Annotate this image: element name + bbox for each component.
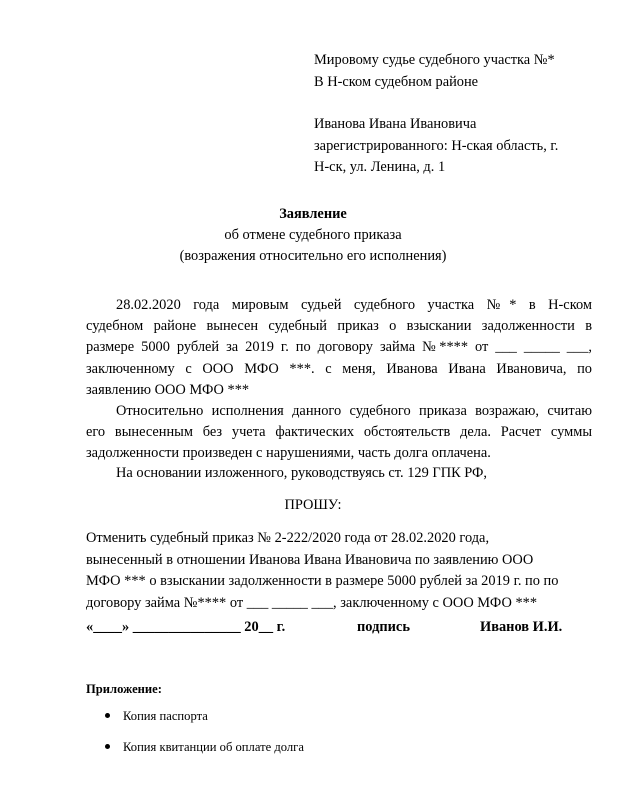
addressee-line-1: Мировому судье судебного участка №*	[314, 52, 555, 68]
request-heading: ПРОШУ:	[284, 497, 342, 513]
attachment-label: Копия квитанции об оплате долга	[123, 740, 304, 754]
signature-label: подпись	[357, 619, 410, 635]
paragraph-1-line: 28.02.2020 года мировым судьей судебного участка №* в Н-ском	[116, 297, 592, 313]
paragraph-1-line: заключенному с ООО МФО ***. с меня, Иванова Ивана Ивановича, по	[86, 360, 592, 377]
attachment-label: Копия паспорта	[123, 709, 208, 723]
signature-date: «____» _______________ 20__ г.	[86, 619, 286, 635]
paragraph-3: На основании изложенного, руководствуясь ст. 129 ГПК РФ,	[116, 465, 488, 481]
document-title: Заявление	[279, 206, 347, 222]
request-line: вынесенный в отношении Иванова Ивана Ивановича по заявлению ООО	[86, 551, 534, 568]
attachments-title: Приложение:	[86, 682, 162, 696]
bullet-icon	[105, 744, 110, 749]
paragraph-2-line: его вынесенным без учета фактических обстоятельств дела. Расчет суммы	[86, 424, 592, 441]
addressee-block	[314, 50, 558, 179]
request-paragraph	[86, 528, 558, 614]
paragraph-1-line: заявлению ООО МФО ***	[86, 381, 250, 398]
request-line: МФО *** о взыскании задолженности в размере 5000 рублей за 2019 г. по по	[86, 573, 559, 589]
list-item	[86, 705, 304, 736]
paragraph-1-line: размере 5000 рублей за 2019 г. по договору займа №**** от ___ _____ ___,	[86, 339, 592, 356]
applicant-address-line-2: Н-ск, ул. Ленина, д. 1	[314, 159, 446, 175]
paragraph-1-line: судебном районе вынесен судебный приказ о взыскании задолженности в	[86, 318, 592, 335]
request-line: Отменить судебный приказ № 2-222/2020 года от 28.02.2020 года,	[86, 530, 490, 546]
document-subtitle-1: об отмене судебного приказа	[224, 227, 402, 243]
paragraph-2-line: Относительно исполнения данного судебного приказа возражаю, считаю	[116, 403, 592, 419]
applicant-name: Иванова Ивана Ивановича	[314, 116, 477, 132]
paragraph-1	[86, 295, 592, 401]
request-line: договору займа №**** от ___ _____ ___, заключенному с ООО МФО ***	[86, 594, 538, 611]
applicant-address-line-1: зарегистрированного: Н-ская область, г.	[314, 137, 559, 154]
document-subtitle-2: (возражения относительно его исполнения)	[179, 248, 447, 264]
bullet-icon	[105, 713, 110, 718]
list-item	[86, 736, 304, 767]
paragraph-2-line: задолженности произведен с нарушениями, часть долга оплачена.	[86, 445, 491, 462]
signer-name: Иванов И.И.	[480, 619, 563, 635]
attachments-list	[86, 705, 304, 767]
addressee-line-2: В Н-ском судебном районе	[314, 73, 479, 90]
paragraph-2	[86, 401, 592, 465]
